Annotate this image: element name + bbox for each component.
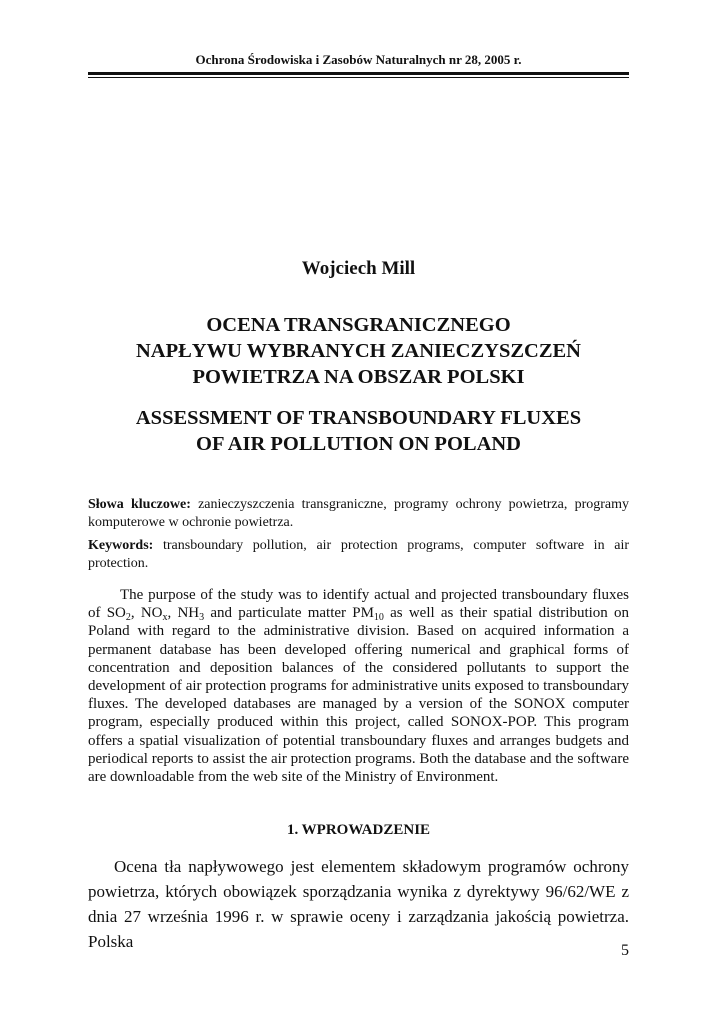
keywords-pl-label: Słowa kluczowe: <box>88 497 191 512</box>
title-en-line-1: ASSESSMENT OF TRANSBOUNDARY FLUXES <box>135 407 582 429</box>
subscript-nox: x <box>162 612 168 624</box>
header-rule-thin <box>88 77 629 78</box>
abstract-text-3: , NH <box>167 605 200 622</box>
title-pl-line-1: OCENA TRANSGRANICZNEGO <box>206 314 511 336</box>
section-heading: 1. WPROWADZENIE <box>286 822 431 838</box>
abstract-text-2: , NO <box>130 605 163 622</box>
header-rule-thick <box>88 72 629 75</box>
abstract-text-5: as well as their spatial distribution on Poland with regard to the administrative division. Based on acquired information a permanent database has been developed offering numerical and graphical forms of concentration and deposition balances of the considered pollutants to support the development of air protection programs for administrative units exposed to transboundary fluxes. The developed databases are managed by a version of the SONOX computer program, especially produced within this project, called SONOX-POP. This program offers a spatial visualization of potential transboundary fluxes and arranges budgets and periodical reports to assist the air protection programs. Both the database and the software are downloadable from the web site of the Ministry of Environment. <box>88 605 629 786</box>
keywords-english <box>88 537 629 573</box>
subscript-nh3: 3 <box>199 612 205 624</box>
page-number: 5 <box>621 942 629 959</box>
title-english <box>88 405 629 457</box>
keywords-pl-text: zanieczyszczenia transgraniczne, programy ochrony powietrza, programy komputerowe w ochronie powietrza. <box>88 497 629 530</box>
author-name: Wojciech Mill <box>301 258 416 279</box>
abstract-text-4: and particulate matter PM <box>204 605 374 622</box>
abstract <box>88 586 629 786</box>
running-head: Ochrona Środowiska i Zasobów Naturalnych nr 28, 2005 r. <box>195 52 522 67</box>
title-polish <box>88 312 629 390</box>
keywords-en-label: Keywords: <box>88 538 154 553</box>
title-pl-line-2: NAPŁYWU WYBRANYCH ZANIECZYSZCZEŃ <box>136 340 581 362</box>
abstract-text-1: The purpose of the study was to identify actual and projected transboundary fluxes of SO <box>88 587 629 622</box>
subscript-so2: 2 <box>125 612 131 624</box>
title-en-line-2: OF AIR POLLUTION ON POLAND <box>196 433 521 455</box>
subscript-pm10: 10 <box>373 612 384 624</box>
title-pl-line-3: POWIETRZA NA OBSZAR POLSKI <box>192 366 525 388</box>
keywords-en-text: transboundary pollution, air protection programs, computer software in air protection. <box>88 538 629 571</box>
section-body-text: Ocena tła napływowego jest elementem składowym programów ochrony powietrza, których obowiązek sporządzania wynika z dyrektywy 96/62/WE z dnia 27 września 1996 r. w sprawie oceny i zarządzania jakością powietrza. Polska <box>88 857 629 951</box>
keywords-polish <box>88 496 629 532</box>
